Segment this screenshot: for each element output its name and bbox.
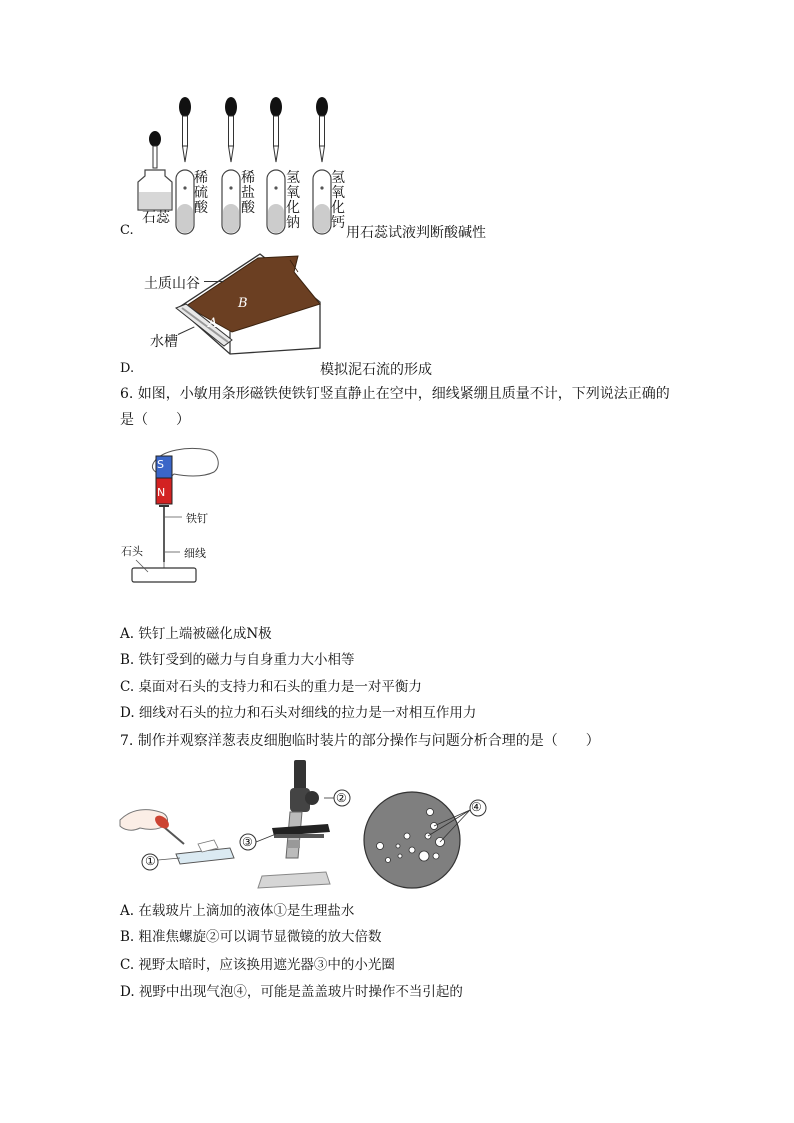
q7-option-d: D. 视野中出现气泡④，可能是盖盖玻片时操作不当引起的 [120,984,463,1000]
q7-option-b: B. 粗准焦螺旋②可以调节显微镜的放大倍数 [120,929,382,945]
q6-stem-line-2: 是（ ） [120,412,190,428]
q6-option-c: C. 桌面对石头的支持力和石头的重力是一对平衡力 [120,679,422,695]
q7-option-c: C. 视野太暗时，应该换用遮光器③中的小光圈 [120,957,395,973]
label-b: B [238,296,248,311]
q6-stem-line-1: 6. 如图，小敏用条形磁铁使铁钉竖直静止在空中，细线紧绷且质量不计，下列说法正确的 [120,386,670,402]
litmus-bottle [138,131,172,210]
pole-n: N [157,486,166,499]
label-thread: 细线 [184,547,206,560]
option-c-letter: C. [120,223,134,238]
option-c-caption: 用石蕊试液判断酸碱性 [346,225,486,241]
q7-option-a: A. 在载玻片上滴加的液体①是生理盐水 [120,903,355,919]
microscope-figure [232,758,352,894]
q6-option-a: A. 铁钉上端被磁化成N极 [120,626,272,642]
tube-1 [176,97,194,234]
marker-1: ① [145,854,156,868]
tube-3 [267,97,285,234]
tube-4 [313,97,331,234]
label-water-trough: 水槽 [150,334,178,350]
label-earthen-valley: 土质山谷 [144,276,200,292]
mudslide-model-figure [170,248,330,366]
label-dilute-sulfuric-acid: 稀 硫 酸 [194,170,208,216]
tube-2 [222,97,240,234]
option-d-letter: D. [120,361,135,376]
marker-4: ④ [471,800,482,814]
magnet-nail-figure [118,440,228,590]
label-litmus: 石蕊 [142,210,170,226]
label-dilute-hydrochloric-acid: 稀 盐 酸 [241,170,255,216]
option-d-caption: 模拟泥石流的形成 [320,362,432,378]
slide-dropper-figure [118,800,236,880]
q6-option-d: D. 细线对石头的拉力和石头对细线的拉力是一对相互作用力 [120,705,477,721]
label-calcium-hydroxide: 氢 氧 化 钙 [331,170,345,231]
leader-valley [204,281,224,282]
marker-2: ② [336,791,347,805]
pole-s: S [157,458,164,471]
label-sodium-hydroxide: 氢 氧 化 钠 [286,170,300,231]
label-nail: 铁钉 [186,512,208,525]
q7-stem: 7. 制作并观察洋葱表皮细胞临时装片的部分操作与问题分析合理的是（ ） [120,733,600,749]
q6-option-b: B. 铁钉受到的磁力与自身重力大小相等 [120,652,355,668]
label-a: A [208,316,218,331]
label-stone: 石头 [121,545,143,558]
marker-3: ③ [242,835,253,849]
